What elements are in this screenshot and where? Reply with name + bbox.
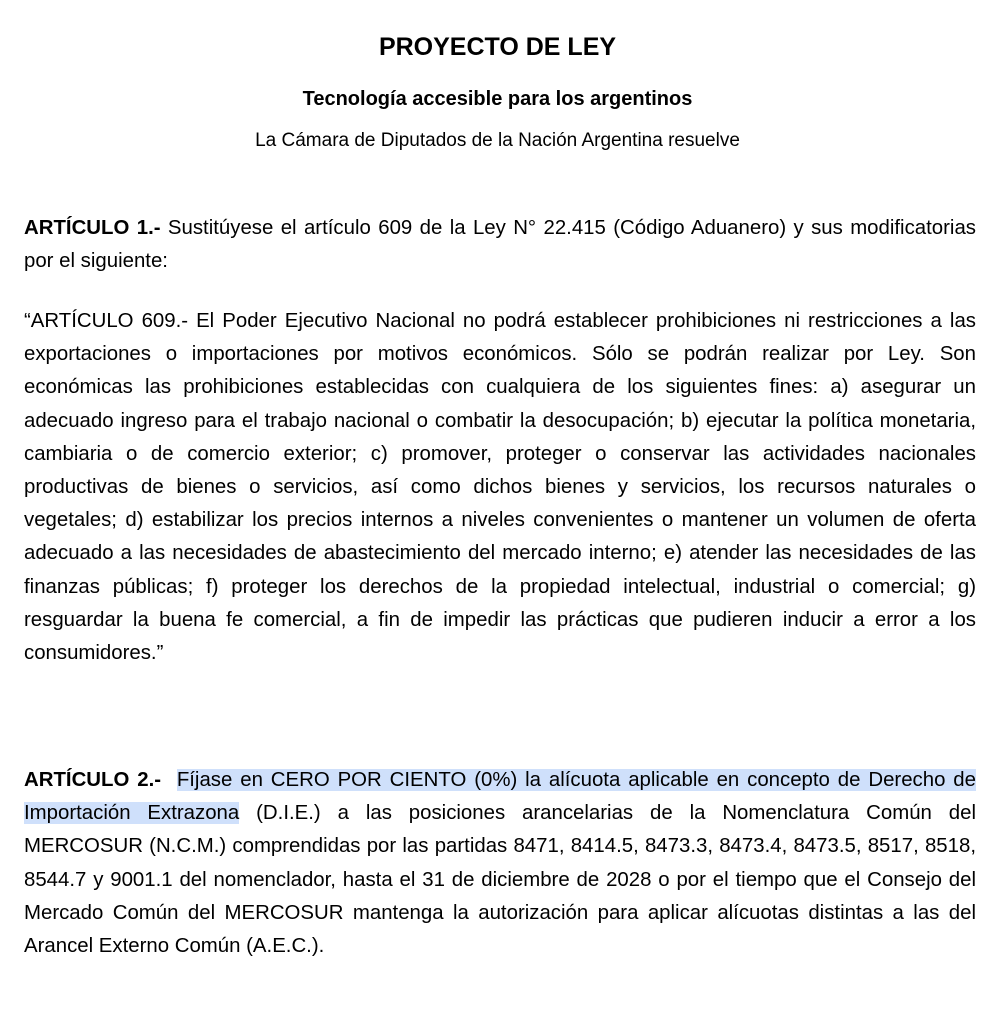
article-2[interactable] xyxy=(24,764,976,963)
resolution-line: La Cámara de Diputados de la Nación Argentina resuelve xyxy=(255,130,740,151)
article-1-label: ARTÍCULO 1.- xyxy=(24,217,161,239)
article-2-text: (D.I.E.) a las posiciones arancelarias de la Nomenclatura Común del MERCOSUR (N.C.M.) comprendidas por las partidas 8471, 8414.5, 8473.3, 8473.4, 8473.5, 8517, 8518, 8544.7 y 9001.1 del nomenclador, hasta el 31 de diciembre de 2028 o por el tiempo que el Consejo del Mercado Común del MERCOSUR mantenga la autorización para aplicar alícuotas distintas a las del Arancel Externo Común (A.E.C.). xyxy=(24,802,976,958)
document-subtitle: Tecnología accesible para los argentinos xyxy=(302,88,693,110)
selected-text-highlight[interactable]: Fíjase en CERO POR CIENTO (0%) la alícuota aplicable en concepto de Derecho de Importación Extrazona xyxy=(24,769,976,825)
article-609-quote[interactable]: “ARTÍCULO 609.- El Poder Ejecutivo Nacional no podrá establecer prohibiciones ni restricciones a las exportaciones o importaciones por motivos económicos. Sólo se podrán realizar por Ley. Son económicas las prohibiciones establecidas con cualquiera de los siguientes fines: a) asegurar un adecuado ingreso para el trabajo nacional o combatir la desocupación; b) ejecutar la política monetaria, cambiaria o de comercio exterior; c) promover, proteger o conservar las actividades nacionales productivas de bienes o servicios, así como dichos bienes y servicios, los recursos naturales o vegetales; d) estabilizar los precios internos a niveles convenientes o mantener un volumen de oferta adecuado a las necesidades de abastecimiento del mercado interno; e) atender las necesidades de las finanzas públicas; f) proteger los derechos de la propiedad intelectual, industrial o comercial; g) resguardar la buena fe comercial, a fin de impedir las prácticas que pudieren inducir a error a los consumidores.” xyxy=(24,310,976,665)
article-1-text: Sustitúyese el artículo 609 de la Ley N° 22.415 (Código Aduanero) y sus modificatorias por el siguiente: xyxy=(24,217,976,273)
article-1[interactable] xyxy=(24,212,976,278)
article-2-label: ARTÍCULO 2.- xyxy=(24,769,162,791)
document-title: PROYECTO DE LEY xyxy=(378,33,617,61)
